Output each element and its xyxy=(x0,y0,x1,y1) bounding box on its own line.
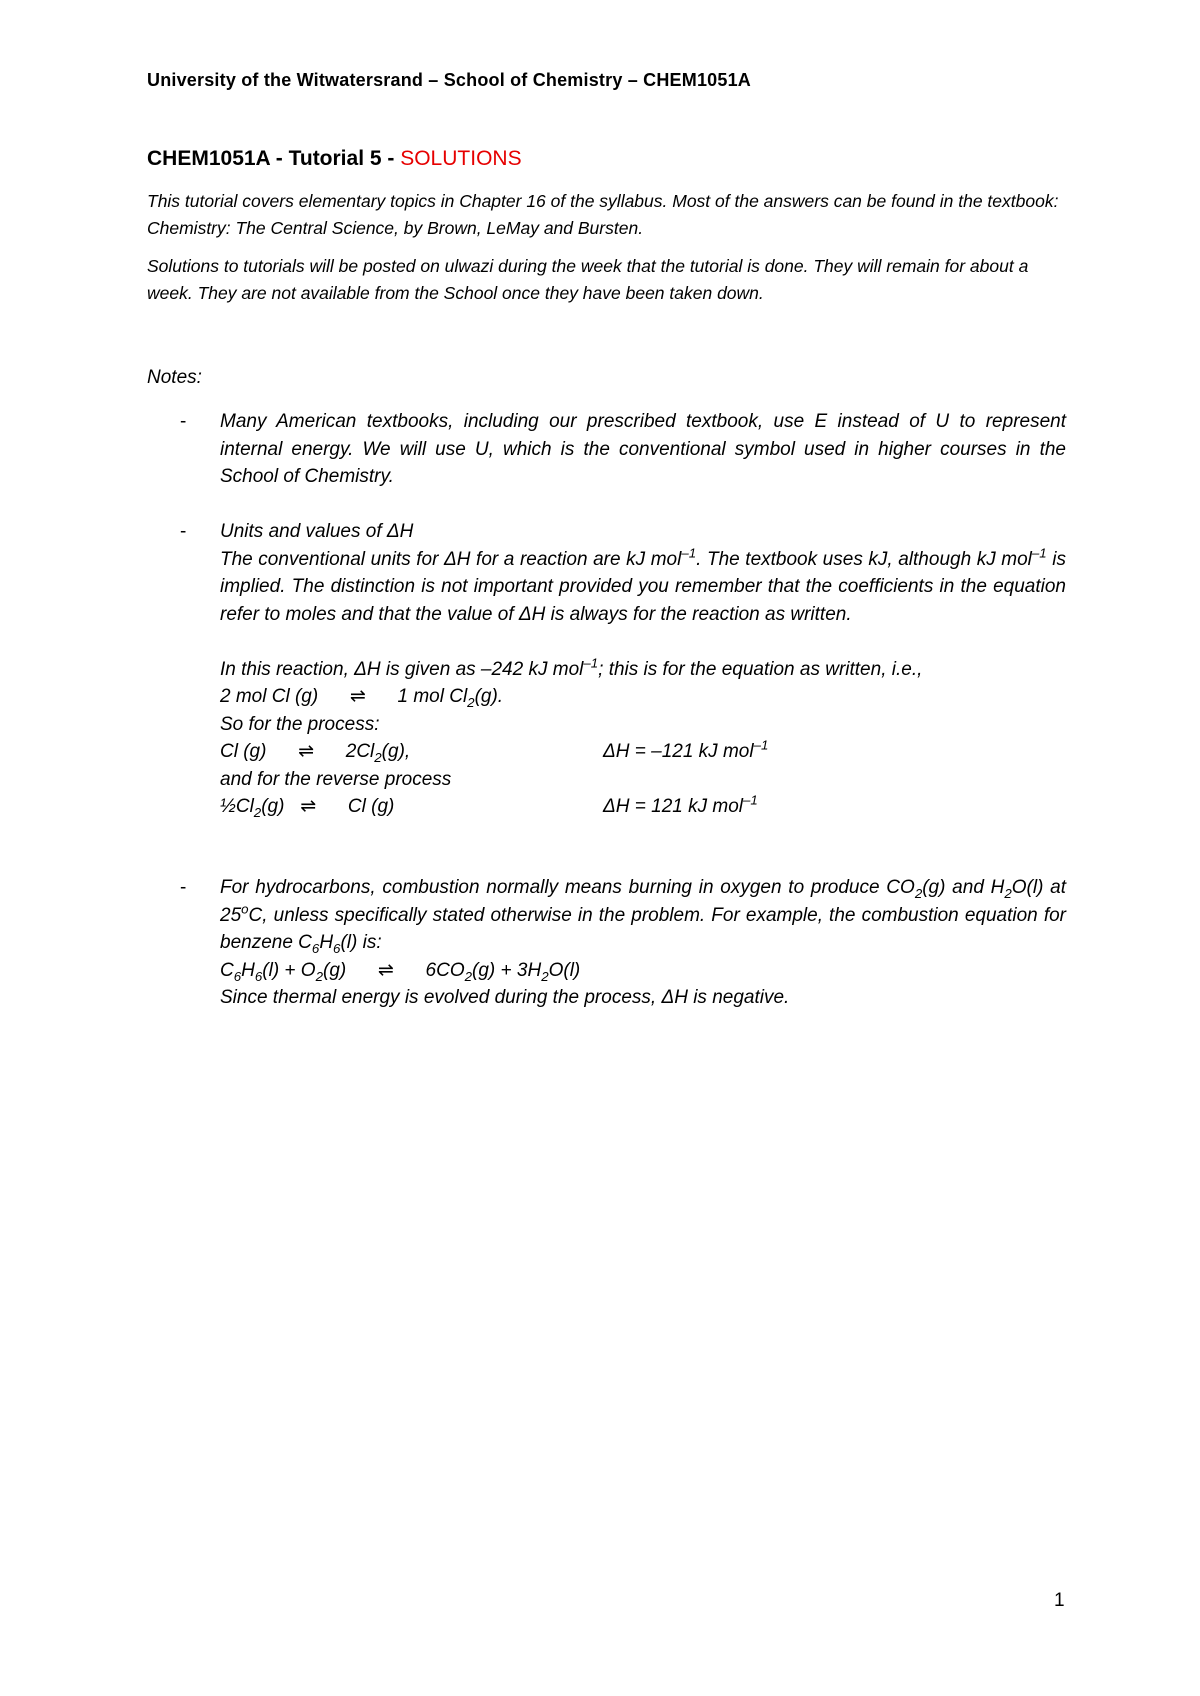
equation-process: Cl (g) ⇌ $2Cl_2(g)$, ΔH = –121 kJ mol$^{-1}$ xyxy=(220,737,769,765)
page-number: 1 xyxy=(1054,1590,1065,1611)
reaction-paragraph: In this reaction, ΔH is given as –242 kJ mol$^{-1}$; this is for the equation as written, i.e., xyxy=(220,655,923,680)
title-main: CHEM1051A - Tutorial 5 - xyxy=(147,147,401,170)
delta-h-value: ΔH = 121 kJ mol$^{-1}$ xyxy=(603,792,758,817)
page-header: University of the Witwatersrand – School of Chemistry – CHEM1051A xyxy=(147,70,751,90)
so-for-process: So for the process: xyxy=(220,713,380,735)
units-paragraph: The conventional units for ΔH for a reaction are kJ mol$^{-1}$. The textbook uses kJ, although kJ mol$^{-1}$ is implied. The distinction is not important provided you remember that the coefficients in the equation refer to moles and that the value of ΔH is always for the reaction as written. xyxy=(220,545,1066,625)
note-text xyxy=(220,874,1066,1012)
reverse-process-label: and for the reverse process xyxy=(220,768,452,790)
equation-reverse: $\frac{1}{2}Cl_2(g)$ ⇌ Cl (g) ΔH = 121 kJ mol$^{-1}$ xyxy=(220,792,758,820)
equilibrium-arrow-icon: ⇌ xyxy=(377,959,394,981)
notes-label: Notes: xyxy=(147,367,202,388)
equation-chlorine-formation: 2 mol Cl (g) ⇌ 1 mol $Cl_2(g)$. xyxy=(220,683,1066,711)
delta-h-value: ΔH = –121 kJ mol$^{-1}$ xyxy=(603,737,769,762)
bullet-dash: - xyxy=(180,877,187,898)
intro-paragraph-2: Solutions to tutorials will be posted on ulwazi during the week that the tutorial is done. They will remain for about a week. They are not available from the School once they have been taken down. xyxy=(147,256,1029,303)
equilibrium-arrow-icon: ⇌ xyxy=(300,796,317,817)
bullet-dash: - xyxy=(180,521,187,542)
combustion-paragraph: For hydrocarbons, combustion normally means burning in oxygen to produce $CO_2(g)$ and $H_2O(l)$ at 25$^o$C, unless specifically stated otherwise in the problem. For example, the combustion equation for benzene $C_6H_6(l)$ is: xyxy=(220,877,1067,956)
note-text: Many American textbooks, including our prescribed textbook, use E instead of U to represent internal energy. We will use U, which is the conventional symbol used in higher courses in the School of Chemistry. xyxy=(220,411,1066,487)
equation-benzene-combustion: $C_6H_6(l) + O_2(g)$ ⇌ $6CO_2(g) + 3H_2O(l)$ xyxy=(220,957,1066,985)
equilibrium-arrow-icon: ⇌ xyxy=(349,686,366,707)
equilibrium-arrow-icon: ⇌ xyxy=(298,741,315,762)
note-text xyxy=(220,518,1066,821)
document-title xyxy=(147,147,522,171)
bullet-dash: - xyxy=(180,411,187,432)
note-heading: Units and values of ΔH xyxy=(220,521,414,542)
intro-paragraph-1: This tutorial covers elementary topics in Chapter 16 of the syllabus. Most of the answers can be found in the textbook: Chemistry: The Central Science, by Brown, LeMay and Bursten. xyxy=(147,191,1059,238)
title-solutions-highlight: SOLUTIONS xyxy=(400,147,522,170)
closing-sentence: Since thermal energy is evolved during the process, ΔH is negative. xyxy=(220,987,790,1008)
